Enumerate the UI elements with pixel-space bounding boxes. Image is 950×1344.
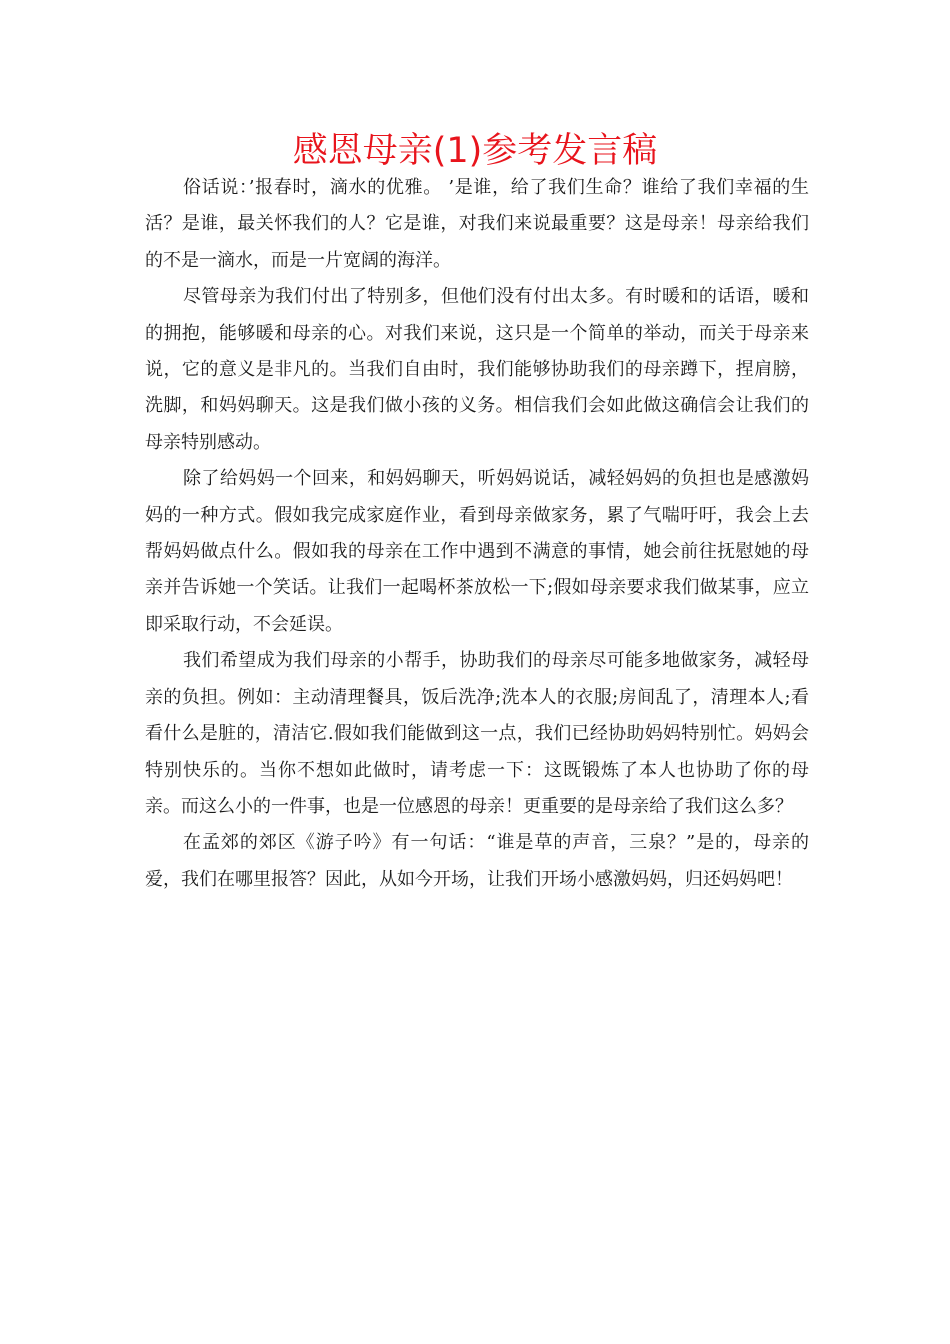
paragraph-5: 在孟郊的郊区《游子吟》有一句话：“谁是草的声音，三泉？”是的，母亲的爱，我们在哪里报答？因此，从如今开场，让我们开场小感激妈妈，归还妈妈吧！	[145, 832, 809, 890]
paragraph-4: 我们希望成为我们母亲的小帮手，协助我们的母亲尽可能多地做家务，减轻母亲的负担。例如：主动清理餐具，饭后洗净;洗本人的衣服;房间乱了，清理本人;看看什么是脏的，清洁它.假如我们能做到这一点，我们已经协助妈妈特别忙。妈妈会特别快乐的。当你不想如此做时，请考虑一下：这既锻炼了本人也协助了你的母亲。而这么小的一件事，也是一位感恩的母亲！更重要的是母亲给了我们这么多？	[145, 650, 809, 817]
document-title: 感恩母亲(1)参考发言稿	[292, 131, 658, 171]
document-body	[145, 170, 809, 898]
paragraph-3: 除了给妈妈一个回来，和妈妈聊天，听妈妈说话，减轻妈妈的负担也是感激妈妈的一种方式。假如我完成家庭作业，看到母亲做家务，累了气喘吁吁，我会上去帮妈妈做点什么。假如我的母亲在工作中遇到不满意的事情，她会前往抚慰她的母亲并告诉她一个笑话。让我们一起喝杯茶放松一下;假如母亲要求我们做某事，应立即采取行动，不会延误。	[145, 468, 809, 635]
paragraph-2: 尽管母亲为我们付出了特别多，但他们没有付出太多。有时暖和的话语，暖和的拥抱，能够暖和母亲的心。对我们来说，这只是一个简单的举动，而关于母亲来说，它的意义是非凡的。当我们自由时，我们能够协助我们的母亲蹲下，捏肩膀，洗脚，和妈妈聊天。这是我们做小孩的义务。相信我们会如此做这确信会让我们的母亲特别感动。	[145, 286, 809, 453]
paragraph-1: 俗话说：’报春时，滴水的优雅。 ’是谁，给了我们生命？谁给了我们幸福的生活？是谁，最关怀我们的人？它是谁，对我们来说最重要？这是母亲！母亲给我们的不是一滴水，而是一片宽阔的海洋。	[145, 177, 809, 271]
